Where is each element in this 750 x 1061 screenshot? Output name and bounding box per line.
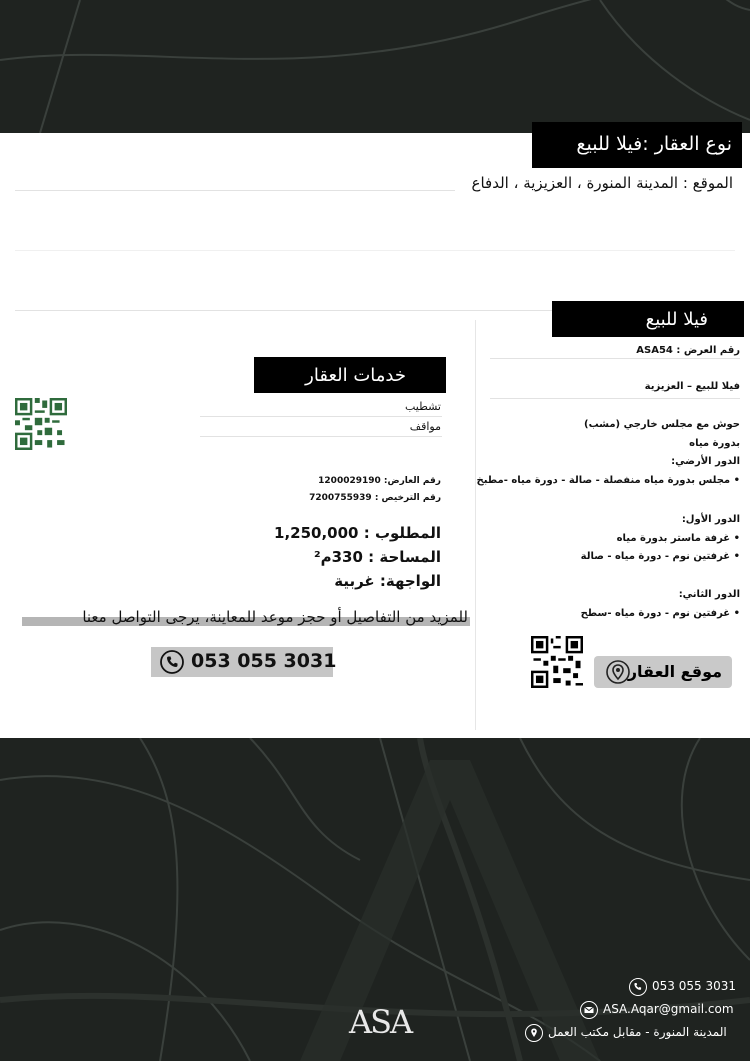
floor-item: • مجلس بدورة مياه منفصلة - صالة - دورة مياه -مطبخ: [476, 475, 740, 486]
price: المطلوب : 1,250,000: [274, 524, 441, 542]
column-divider: [475, 320, 476, 730]
divider: [15, 190, 455, 191]
contact-qr-code[interactable]: [15, 398, 67, 450]
listing-tag-label: فيلا للبيع: [645, 309, 708, 330]
divider: [200, 416, 442, 417]
floor-label: الدور الأول:: [681, 514, 740, 525]
footer-address: المدينة المنورة - مقابل مكتب العمل: [548, 1025, 727, 1039]
floor-item: • غرفتين نوم - دورة مياه -سطح: [580, 608, 740, 619]
email-icon: [580, 1001, 598, 1019]
divider: [490, 398, 740, 399]
facade: الواجهة: غربية: [334, 572, 441, 590]
floor-item: • غرفة ماستر بدورة مياه: [616, 533, 740, 544]
phone-icon: [629, 978, 647, 996]
service-item: مواقف: [409, 420, 441, 433]
service-item: تشطيب: [404, 400, 441, 413]
property-type-label: نوع العقار :فيلا للبيع: [576, 133, 732, 155]
divider: [15, 250, 735, 251]
listing-tag: [552, 301, 744, 337]
listing-title: فيلا للبيع – العزيزية: [644, 381, 740, 392]
floor-label: الدور الأرضي:: [671, 456, 740, 467]
footer-phone: 053 055 3031: [652, 979, 736, 993]
services-tag: [254, 357, 446, 393]
area: المساحة : 330م²: [314, 548, 441, 566]
services-tag-label: خدمات العقار: [305, 365, 406, 386]
location-pin-icon: [525, 1024, 543, 1042]
property-location-button[interactable]: [594, 656, 732, 688]
property-type-tag: [532, 122, 742, 168]
license-number: رقم الترخيص : 7200755939: [309, 493, 441, 503]
feature-line: حوش مع مجلس خارجي (مشب): [584, 419, 740, 430]
floor-item: • غرفتين نوم - دورة مياه - صالة: [580, 551, 740, 562]
divider: [490, 358, 740, 359]
offer-number: رقم العرض : ASA54: [636, 345, 740, 356]
footer-email: ASA.Aqar@gmail.com: [603, 1002, 734, 1016]
call-button-number: 053 055 3031: [191, 650, 337, 672]
floor-label: الدور الثاني:: [678, 589, 740, 600]
location-text: الموقع : المدينة المنورة ، العزيزية ، الدفاع: [471, 174, 733, 192]
feature-line: بدورة مياه: [689, 438, 740, 449]
contact-cta: للمزيد من التفاصيل أو حجز موعد للمعاينة، يرجى التواصل معنا: [82, 608, 468, 626]
location-qr-code[interactable]: [531, 636, 583, 688]
company-logo: ASA: [349, 1003, 412, 1041]
map-button-label: موقع العقار: [627, 662, 722, 681]
divider: [200, 436, 442, 437]
advertiser-number: رقم العارض: 1200029190: [318, 476, 441, 486]
phone-icon: [160, 650, 184, 674]
call-button[interactable]: [151, 647, 337, 677]
location-pin-icon: [606, 660, 630, 684]
